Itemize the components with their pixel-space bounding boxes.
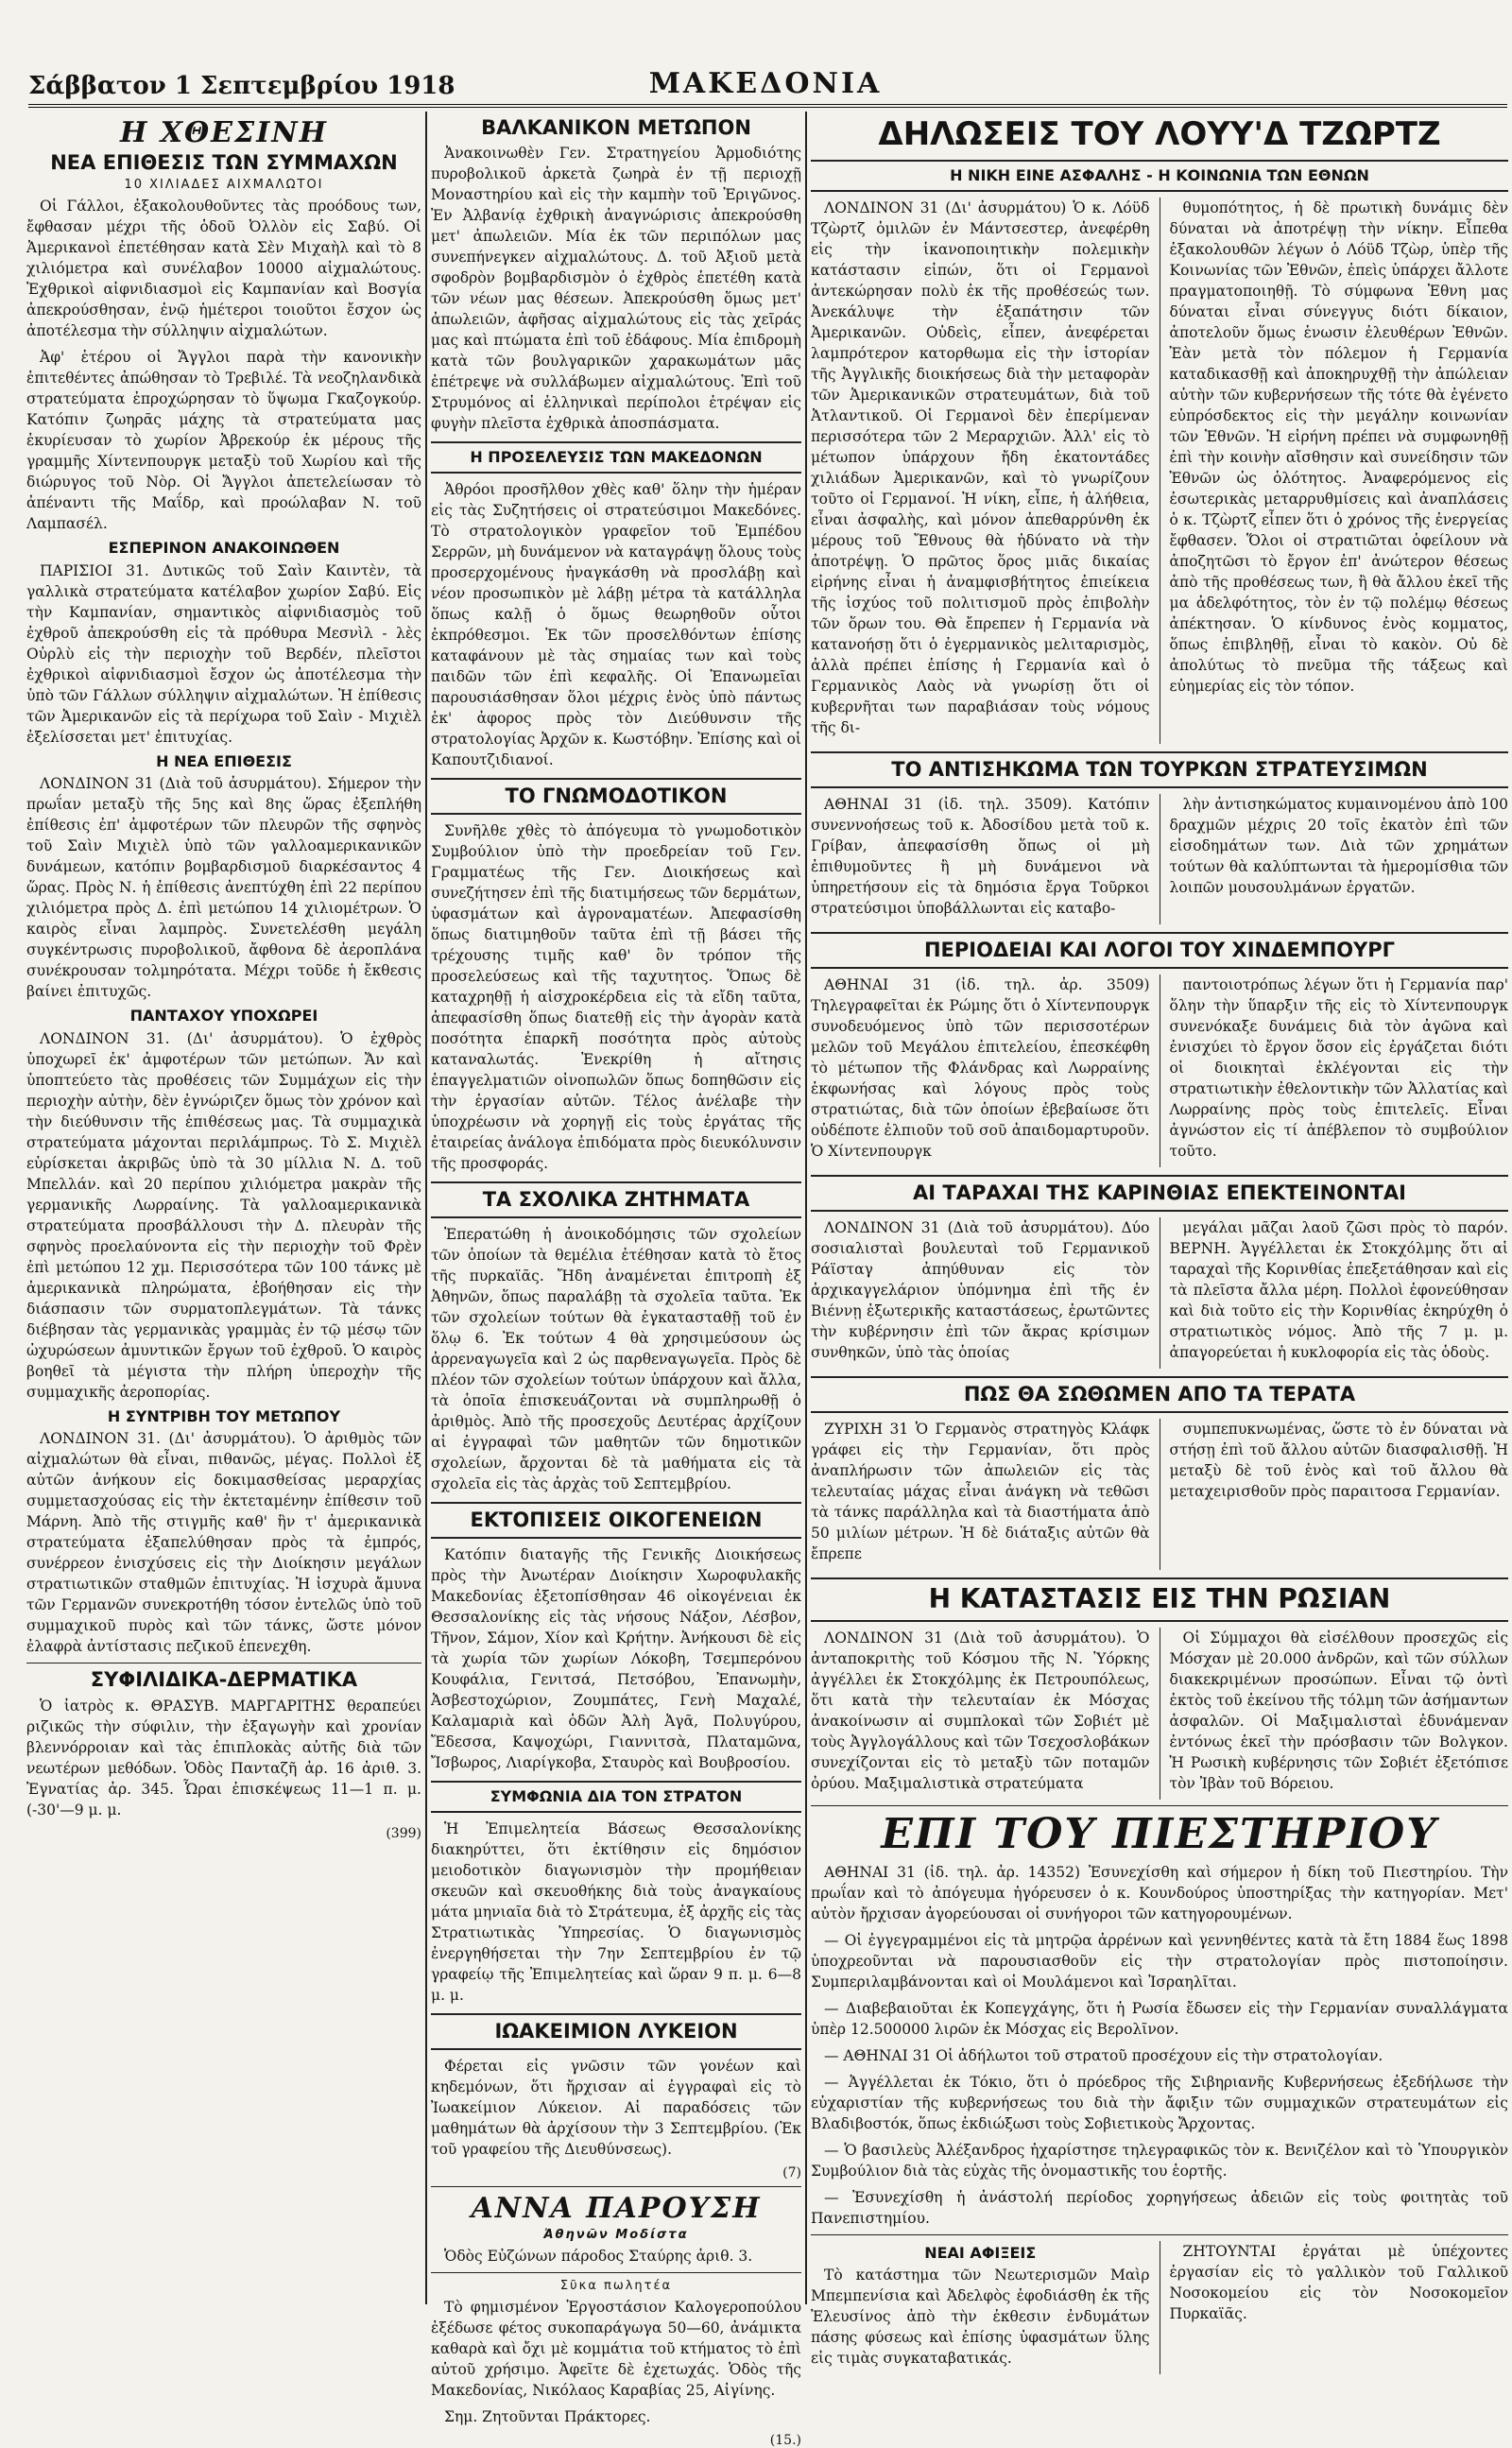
section-heading: ΠΑΝΤΑΧΟΥ ΥΠΟΧΩΡΕΙ <box>129 1007 318 1026</box>
section-heading: ΒΑΛΚΑΝΙΚΟΝ ΜΕΤΩΠΟΝ <box>481 116 751 139</box>
advert-text: Ὁδὸς Εὐζώνων πάροδος Σταύρης ἀριθ. 3. <box>444 2247 753 2265</box>
article-paragraph: Ἀφ' ἑτέρου οἱ Ἄγγλοι παρὰ τὴν κανονικὴν ἐπιτεθέντες ἀπώθησαν τὸ Τρεβιλέ. Τὰ νεοζηλανδικὰ στρατεύματα ἐπροχώρησαν τὸ ὕψωμα Γκαζογκούρ. Κατόπιν ζωηρᾶς μάχης τὰ στρατεύματα μας ἐκυρίευσαν τὸ χωρίον Ἀβρεκούρ ἐκ μέρους τῆς γραμμῆς Χίντενπουργκ μεταξὺ τοῦ Χωρίου καὶ τῆς διώρυγος τοῦ Νὸρ. Οἱ Ἄγγλοι ἀπετελείωσαν τὸ ἀπέναντι τῆς Μαΐδρ, καὶ προώλαβαν Ν. τοῦ Λαμπασέλ. <box>26 349 421 533</box>
masthead-rule <box>28 104 1507 108</box>
article-paragraph: θυμοπότητος, ἡ δὲ πρωτικὴ δυνάμις δὲν δύναται νὰ ἀποτρέψῃ τὴν νίκην. Εἶπεθα ἐξακολουθῶν λέγων ὁ Λόϋδ Τζὼρ, ὑπὲρ τῆς Κοινωνίας τῶν Ἐθνῶν, ἐπεὶς ὑπάρχει ἄλλοτε πραγματοποιηθῇ. Τὸ σύμφωνα Ἐθνη μας δύναται εἶναι σύνεγγυς διότι δίκαιον, ἀποτελοῦν ὅμως ἑνωσιν ἐλευθέρων Ἐθνῶν. Ἐὰν μετὰ τὸν πόλεμον ἡ Γερμανία καταδικασθῇ καὶ ἀποκηρυχθῇ τὴν ἀπώλειαν αὐτὴν τῶν κυβερνήσεων τῆς τότε θὰ ἐγένετο εὐπρόσδεκτος εἰς τὴν μεγάλην κοινωνίαν τῶν Ἐθνῶν. Ἡ εἰρήνη πρέπει νὰ συμφωνηθῇ ἐπὶ τὴν κοινὴν αἴσθησιν καὶ συνείδησιν τῶν Ἐθνῶν ὡς ὁλότητος. Ἀναφερόμενος εἰς ἐσωτερικὰς μεταρρυθμίσεις καὶ ἀναπλάσεις ὁ κ. Τζὼρτζ εἶπεν ὅτι ὁ χρόνος τῆς ἐνεργείας ἔφθασεν. Ὅλοι οἱ στρατιῶται ὁφείλουν νὰ ἀποζητῶσι τὸ ἔργον ἐπ' ἀνώτερον θέσεως ἀπὸ τῆς προθέσεως των, ἢ θὰ ἄλλου ἐκεῖ τῆς μα ἀδελφότητος, τὸν ἐν τῷ πολέμῳ θέσεως ἀπέκτησαν. Ὁ κίνδυνος ἐνὸς κομματος, ὅπως ἐπιβληθῇ, εἶναι τὸ κακὸν. Οὐ δὲ ἀπολύτως τὸ πνεῦμα τῆς τάξεως καὶ εὐημερίας εἰς τὸν τόπον. <box>1169 198 1508 695</box>
issue-date: Σάββατον 1 Σεπτεμβρίου 1918 <box>28 72 455 100</box>
section-heading: ΑΙ ΤΑΡΑΧΑΙ ΤΗΣ ΚΑΡΙΝΘΙΑΣ ΕΠΕΚΤΕΙΝΟΝΤΑΙ <box>912 1181 1407 1205</box>
two-column-block <box>811 1628 1508 1800</box>
section-heading: Η ΚΑΤΑΣΤΑΣΙΣ ΕΙΣ ΤΗΝ ΡΩΣΙΑΝ <box>928 1583 1391 1615</box>
advert-text: Σημ. Ζητοῦνται Πράκτορες. <box>444 2407 651 2425</box>
advert-text: ΖΗΤΟΥΝΤΑΙ ἐργάται μὲ ὑπέχοντες ἐργασίαν εἰς τὸ γαλλικὸν τοῦ Γαλλικοῦ Νοσοκομείου εἰς τὸν Νοσοκομεῖον Πυρκαϊᾶς. <box>1169 2242 1508 2322</box>
advert-heading: ΑΝΝΑ ΠΑΡΟΥΣΗ <box>471 2191 762 2225</box>
article-paragraph: ΛΟΝΔΙΝΟΝ 31 (Διὰ τοῦ ἀσυρμάτου). Δύο σοσιαλισταὶ βουλευταὶ τοῦ Γερμανικοῦ Ράϊσταγ ἀπηύθυναν εἰς τὸν ἀρχικαγγελάριον ὑπόμνημα ἐπὶ τῆς ἐν Βιέννῃ ἐξωτερικῆς καταστάσεως, ἐρωτῶντες τὴν κυβέρνησιν ἐπὶ τῶν ἄκρας κρίσιμων συνθηκῶν, ὑπὸ τὰς ὁποίας <box>811 1219 1150 1362</box>
divider <box>431 2272 801 2273</box>
article-paragraph: ΑΘΗΝΑΙ 31 (ἰδ. τηλ. ἀρ. 3509) Τηλεγραφεῖται ἐκ Ρώμης ὅτι ὁ Χίντενπουργκ συνοδευόμενος ὑπὸ τῶν περισσοτέρων μελῶν τοῦ Μεγάλου ἐπιτελείου, ἐπεσκέφθη τὸ μέτωπον τῆς Φλάνδρας καὶ Λωρραίνης ἐκφωνήσας καὶ λόγους πρὸς τοὺς στρατιώτας, διὰ τῶν ὁποίων ἐβεβαίωσε ὅτι οὐδέποτε ἐλπιοῦν τοῦ σοῦ ἀπαιδομαρτυροῦν. Ὁ Χίντενπουργκ <box>811 976 1150 1161</box>
section-heading: ΙΩΑΚΕΙΜΙΟΝ ΛΥΚΕΙΟΝ <box>494 2019 738 2043</box>
article-paragraph: ΛΟΝΔΙΝΟΝ 31. (Δι' ἀσυρμάτου). Ὁ ἀριθμὸς τῶν αἰχμαλώτων θὰ εἶναι, πιθανῶς, μέγας. Πολλοὶ ἐξ αὐτῶν ἀνήκουν εἰς δοκιμασθείσας μεραρχίας συμμετασχούσας εἰς τὴν ἐκτεταμένην ἐπίθεσιν τοῦ Μάρνη. Ἀπὸ τῆς στιγμῆς καθ' ἣν τ' ἀμερικανικὰ στρατεύματα ἐξαπελύθησαν πρὸς τὰ ἐμπρός, συνέρρεον ἐνισχύσεις εἰς τὴν Διοίκησιν μεγάλων στρατιωτικῶν σταθμῶν ἐπιτυχίας. Ἡ ἰσχυρὰ ἄμυνα τῶν Γερμανῶν συνεκροτήθη τόσον ἐντελῶς ὑπὸ τοῦ συμμαχικοῦ πυρὸς καὶ τῶν τάνκς, ὥστε μόνον ἐλαφρὰ ἀντίστασις πεζικοῦ ἐπενεχθη. <box>26 1430 421 1656</box>
section-heading: ΕΣΠΕΡΙΝΟΝ ΑΝΑΚΟΙΝΩΘΕΝ <box>108 539 340 558</box>
two-column-block <box>811 1217 1508 1369</box>
section-heading: ΤΟ ΑΝΤΙΣΗΚΩΜΑ ΤΩΝ ΤΟΥΡΚΩΝ ΣΤΡΑΤΕΥΣΙΜΩΝ <box>891 757 1428 781</box>
article-headline: Η ΧΘΕΣΙΝΗ <box>119 116 329 149</box>
newspaper-title: ΜΑΚΕΔΟΝΙΑ <box>648 67 883 100</box>
article-paragraph: ΛΟΝΔΙΝΟΝ 31. (Δι' ἀσυρμάτου). Ὁ ἐχθρὸς ὑποχωρεῖ ἐκ' ἀμφοτέρων τῶν μετώπων. Ἄν καὶ ὑποπτεύετο τὰς προθέσεις τῶν Συμμάχων εἰς τὴν περιοχὴν αὐτὴν, δὲν ἐγνώριζεν ὅμως τὸν χρόνον καὶ τὴν διεύθυνσιν τῆς ἐπιθέσεως μας. Τὰ συμμαχικὰ στρατεύματα μάχονται περιλάμπρως. Τὸ Σ. Μιχιὲλ εὑρίσκεται ἀκριβῶς ὑπὸ τὰ 30 μίλλια Ν. Δ. τοῦ Μπελλάν. καὶ 20 περίπου χιλιόμετρα μακρὰν τῆς γερμανικῆς Λωρραίνης. Τὰ γαλλοαμερικανικὰ στρατεύματα προσβάλλουσι τὴν Δ. πλευρὰν τῆς σφηνὸς προελαύνοντα εἰς τὴν περιοχὴν τοῦ Φρὲν ἐπὶ μετώπου 12 χμ. Περισσότερα τῶν 100 τάνκς μὲ ἀμερικανικὰ πληρώματα, ἐβοήθησαν εἰς τὴν διάσπασιν τῶν συρματοπλεγμάτων. Τὰ τάνκς διέβησαν τὰς γερμανικὰς γραμμὰς ἐν τῷ μέσῳ τῶν ὠχυρώσεων ἀμυντικῶν ἔργων τοῦ ἐχθροῦ. Ὁ καιρὸς βοηθεῖ τὰ μέγιστα τὴν πλήρη ὑπεροχὴν τῆς συμμαχικῆς ἀεροπορίας. <box>26 1029 421 1401</box>
article-paragraph: Συνῆλθε χθὲς τὸ ἀπόγευμα τὸ γνωμοδοτικὸν Συμβούλιον ὑπὸ τὴν προεδρείαν τοῦ Γεν. Γραμματέως τῆς Γεν. Διοικήσεως καὶ συνεζήτησεν ἐπὶ τῆς διατιμήσεως τῶν δερμάτων, ὑφασμάτων καὶ ἀγροναματέων. Ἀπεφασίσθη ὅπως διατιμηθοῦν ταῦτα ἐπὶ τῇ βάσει τῆς τρέχουσης τιμῆς καθ' ὃν τρόπον τῆς προσελεύσεως καὶ τῆς ταχυτητος. Ὅπως δὲ καταχρηθῇ ἡ αἰσχροκέρδεια εἰς τὰ εἴδη ταῦτα, ἀπεφασίσθη ὅπως διατεθῇ εἰς τὴν ἀγορὰν κατὰ ποσότητα ἐπαρκῆ ποσότητα πρὸς αὐτοὺς καταναλωτάς. Ἐνεκρίθη ἡ αἴτησις ἐπαγγελματιῶν οἰνοπωλῶν ὅπως δοπηθῶσιν εἰς τὴν ἐργασίαν αὐτῶν. Τέλος ἀνέλαβε τὴν ὑποχρέωσιν νὰ χορηγῇ εἰς τοὺς ἐργάτας τῆς ἐταιρείας ἀνάλογα ἐπιδόματα πρὸς διευκόλυνσιν τῆς προσφοράς. <box>431 821 801 1172</box>
article-paragraph: Ἐπερατώθη ἡ ἀνοικοδόμησις τῶν σχολείων τῶν ὁποίων τὰ θεμέλια ἐτέθησαν κατὰ τὸ ἔτος τῆς πυρκαϊᾶς. Ἤδη ἀναμένεται ἐπιτροπὴ ἐξ Ἀθηνῶν, ὅπως παραλάβῃ τὰ σχολεῖα ταῦτα. Ἐκ τῶν σχολείων τούτων θὰ ἐγκατασταθῇ τοῦ ἐν ὅλῳ 6. Ἐκ τούτων 4 θὰ χρησιμεύσουν ὡς ἀρρεναγωγεῖα καὶ 2 ὡς παρθεναγωγεῖα. Πρὸς δὲ πλέον τῶν σχολείων τούτων ὑπάρχουν καὶ ἄλλα, τὰ ὁποῖα ἐπισκευάζονται νὰ συμπληρωθῇ ὁ ἀριθμὸς. Ἀπὸ τῆς προσεχοῦς Δευτέρας ἀρχίζουν αἱ ἐγγραφαὶ τῶν μαθητῶν τῶν δημοτικῶν σχολείων, ἄρχονται δὲ τὰ μαθήματα εἰς τὰ σχολεῖα εἰς τὰς ἀρχὰς τοῦ Σεπτεμβρίου. <box>431 1225 801 1492</box>
article-paragraph: Ἡ Ἐπιμελητεία Βάσεως Θεσσαλονίκης διακηρύττει, ὅτι ἐκτίθησιν εἰς δημόσιον μειοδοτικὸν διαγωνισμὸν τὴν προμήθειαν σκευῶν καὶ σκευοθήκης διὰ τοὺς ἀναγκαίους μάτα μηνιαῖα διὰ τὸ Στράτευμα, ἐξ ἀρχῆς εἰς τὰς Στρατιωτικὰς Ὑπηρεσίας. Ὁ διαγωνισμὸς ἐνεργηθήσεται τὴν 7ην Σεπτεμβρίου ἐν τῷ γραφείῳ τῆς Ἐπιμελητείας καὶ ὥραν 9 π. μ. 6—8 μ. μ. <box>431 1819 801 2004</box>
news-item: — ΑΘΗΝΑΙ 31 Οἱ ἀδήλωτοι τοῦ στρατοῦ προσέχουν εἰς τὴν στρατολογίαν. <box>824 2046 1383 2064</box>
article-headline: ΔΗΛΩΣΕΙΣ ΤΟΥ ΛΟΥΥ'Δ ΤΖΩΡΤΖ <box>878 115 1441 153</box>
article-paragraph: Φέρεται εἰς γνῶσιν τῶν γονέων καὶ κηδεμόνων, ὅτι ἤρχισαν αἱ ἐγγραφαὶ εἰς τὸ Ἰωακείμιον Λύκειον. Αἱ παραδόσεις τῶν μαθημάτων θὰ ἀρχίσουν τὴν 3 Σεπτεμβρίου. (Ἐκ τοῦ γραφείου τῆς Διευθύνσεως). <box>431 2057 801 2158</box>
advert-text: Τὸ φημισμένον Ἐργοστάσιον Καλογεροπούλου ἐξέδωσε φέτος συκοπαράγωγα 50—60, ἀνάμικτα καθαρὰ καὶ ὄχι μὲ κομμάτια τοῦ κτήματος τὸ ἐπὶ αὐτοῦ χρήσιμο. Ἀφεῖτε δὲ ἐχετωχάς. Ὁδὸς τῆς Μακεδονίας, Νικόλαος Καραβίας 25, Αἰγίνης. <box>431 2298 801 2399</box>
article-kicker: 10 ΧΙΛΙΑΔΕΣ ΑΙΧΜΑΛΩΤΟΙ <box>124 178 324 193</box>
article-paragraph: Ἀθρόοι προσῆλθον χθὲς καθ' ὅλην τὴν ἡμέραν εἰς τὰς Συζητήσεις οἱ στρατεύσιμοι Μακεδόνες. Τὸ στρατολογικὸν γραφεῖον τοῦ Ἐμπέδου Σερρῶν, μὴ δυνάμενον νὰ καταγράψῃ ὅλους τοὺς προσερχομένους ἠναγκάσθη νὰ προσλάβῃ καὶ νέον προσωπικὸν μὲ λάβῃ μέτρα τὰ κατάλληλα ὅπως καλῇ ὁ ὅμως θεωρηθοῦν οὗτοι ἐκπρόθεσμοι. Ἐκ τῶν προσελθόντων ἐπίσης καταφάνουν μὲ τὰς σημαίας των καὶ τοὺς παιδῶν τῶν ἐπὶ κεφαλῆς. Οἱ Ἐπανωμεῖαι παρουσιάσθησαν ὅλοι μέχρις ἑνὸς ὑπὸ πάντως ἐκ' ἀφορος πρὸς τὸν Διεύθυνσιν τῆς στρατολογίας Ἀρχῶν κ. Κωστόβην. Ἐπίσης καὶ οἱ Καπουτζιδιανοί. <box>431 480 801 768</box>
article-paragraph: ΠΑΡΙΣΙΟΙ 31. Δυτικῶς τοῦ Σαὶν Καιντὲν, τὰ γαλλικὰ στρατεύματα κατέλαβον χωρίον Σαβύ. Εἰς τὴν Καμπανίαν, σημαντικὸς αἰφνιδιασμὸς τοῦ ἐχθροῦ ἀπεκρούσθη εἰς τὰ πρόθυρα Μεσνὶλ - λὲς Οὐρλὺ εἰς τὴν περιοχὴν τοῦ Βερδέν, πλεῖστοι ἐχθρικοὶ αἰφνιδιασμοὶ ἔσχον ὡς ἀποτέλεσμα τὴν ὑπὸ τῶν Γάλλων σύλληψιν αἰχμαλώτων. Ἡ ἐπίθεσις τῶν Ἀμερικανῶν εἰς τὰ περίχωρα τοῦ Σαὶν - Μιχιὲλ ἐξελίσσεται μετ' ἐπιτυχίας. <box>26 561 421 746</box>
advert-code: (399) <box>386 1825 421 1841</box>
article-paragraph: μεγάλαι μᾶζαι λαοῦ ζῶσι πρὸς τὸ παρόν. ΒΕΡΝΗ. Ἀγγέλλεται ἐκ Στοκχόλμης ὅτι αἱ ταραχαὶ τῆς Κορινθίας ἐπεξετάθησαν καὶ εἰς τὰ πλεῖστα ἄλλα μέρη. Πολλοὶ ἐφονεύθησαν καὶ διὰ τοῦτο εἰς τὴν Κορινθίας ἐκηρύχθη ὁ στρατιωτικὸς νόμος. Ἀπὸ τῆς 7 μ. μ. ἀπαγορεύεται ἡ κυκλοφορία εἰς τὰς ὁδοὺς. <box>1169 1219 1508 1362</box>
article-paragraph: συμπεπυκνωμένας, ὥστε τὸ ἐν δύναται νὰ στήσῃ ἐπὶ τοῦ ἄλλου αὐτῶν διασφαλισθῇ. Ἡ μεταξὺ δὲ τοῦ ἑνὸς καὶ τοῦ ἄλλου θὰ μεταχειρισθοῦν πρὸς παραιτοσα Γερμανίαν. <box>1169 1421 1508 1501</box>
article-paragraph: ΛΟΝΔΙΝΟΝ 31 (Δι' ἀσυρμάτου) Ὁ κ. Λόϋδ Τζὼρτζ ὁμιλῶν ἐν Μάντσεστερ, ἀνεφέρθη εἰς τὴν ἱκανοποιητικὴν πολεμικὴν κατάστασιν εἰπών, ὅτι οἱ Γερμανοὶ ἀντεκώρησαν πολὺ ἐκ τῆς προθέσεώς των. Ἀνεκάλυψε τὴν ἐξαπάτησιν τῶν Ἀμερικανῶν. Οὐδεὶς, εἶπεν, ἀνεφέρεται λαμπρότερον κατορθωμα εἰς τὴν ἱστορίαν τῆς Ἀγγλικῆς διοικήσεως διὰ τὴν μεταφορὰν τῶν Ἀμερικανικῶν στρατευμάτων, διὰ τοῦ Ἀτλαντικοῦ. Οἱ Γερμανοὶ δὲν ἐπερίμεναν περισσότερα τῶν 2 Μεραρχιῶν. Ἀλλ' εἰς τὸ μέτωπον ὑπάρχουν ἤδη ἑκατοντάδες χιλιάδων Ἀμερικανῶν, καὶ τὸ γνωρίζουν τοῦτο οἱ Γερμανοί. Ἡ νίκη, εἶπε, ἡ ἀλήθεια, εἶναι ἀσφαλὴς, καὶ μόνον ἀπεθαρρύνθη ἐκ μέρους τοῦ Ἔθνους θὰ ἠδύνατο νὰ τὴν ἀποτρέψῃ. Ὁ πρῶτος ὅρος μιᾶς δικαίας εἰρήνης εἶναι ἡ ἀναμφισβήτητος ἐπιείκεια τῆς ἰσχύος τοῦ πολιτισμοῦ πρὸς ἐπιβολὴν τῶν ὅρων του. Θὰ ἔπρεπεν ἡ Γερμανία νὰ κατανοήσῃ ὅτι ὁ ἐγερμανικὸς μελιταρισμὸς, ἀλλὰ πρέπει ἐπίσης ἡ Γερμανία καὶ ὁ Γερμανικὸς Λαὸς νὰ γνωρίσῃ ὅτι οἱ κυβερνῆται των παραβιάσαν τοὺς νόμους τῆς δι- <box>811 198 1150 736</box>
section-heading: ΤΟ ΓΝΩΜΟΔΟΤΙΚΟΝ <box>505 784 728 807</box>
section-heading: ΠΩΣ ΘΑ ΣΩΘΩΜΕΝ ΑΠΟ ΤΑ ΤΕΡΑΤΑ <box>963 1383 1356 1406</box>
advert-text: Ὁ ἰατρὸς κ. ΘΡΑΣΥΒ. ΜΑΡΓΑΡΙΤΗΣ θεραπεύει ριζικῶς τὴν σύφιλιν, τὴν ἐξαγωγὴν καὶ χρονίαν βλεννόρροιαν καὶ τὰς ἐπιπλοκὰς αὐτῆς διὰ τῶν νεωτέρων μεθόδων. Ὁδὸς Πανταζῆ ἀρ. 16 ἀριθ. 3. Ἐγνατίας ἀρ. 345. Ὧραι ἐπισκέψεως 11—1 π. μ. (-30'—9 μ. μ. <box>26 1697 421 1819</box>
advert-text: Τὸ κατάστημα τῶν Νεωτερισμῶν Μαὶρ Μπεμπενίσια καὶ Ἀδελφὸς ἐφοδιάσθη ἐκ τῆς Ἐλευσίνος ἀπὸ τὴν ἐκθεσιν ἐνδυμάτων πάσης φύσεως καὶ ἐπίσης ὑφασμάτων ὕλης εἰς τιμὰς συγκαταβατικάς. <box>811 2267 1150 2368</box>
column-3 <box>811 113 1508 2368</box>
column-2 <box>431 113 801 2448</box>
divider <box>811 2234 1508 2235</box>
news-item: — Ἐσυνεχίσθη ἡ ἀνάστολή περίοδος χορηγήσεως ἀδειῶν εἰς τοὺς φοιτητὰς τοῦ Πανεπιστημίου. <box>811 2188 1508 2227</box>
advert-heading: ΣΥΦΙΛΙΔΙΚΑ-ΔΕΡΜΑΤΙΚΑ <box>90 1668 358 1692</box>
divider <box>811 1805 1508 1806</box>
article-paragraph: ΑΘΗΝΑΙ 31 (ἰδ. τηλ. 3509). Κατόπιν συνεννοήσεως τοῦ κ. Ἀδοσίδου μετὰ τοῦ κ. Γρίβαν, ἀπεφασίσθη ὅπως οἱ μὴ ἐπιθυμοῦντες ἢ μὴ δυνάμενοι νὰ ὑπηρετήσουν εἰς τὰ δημόσια ἔργα Τοῦρκοι στρατεύσιμοι ὑποβάλλωνται εἰς καταβο- <box>811 796 1150 918</box>
section-heading: ΣΥΜΦΩΝΙΑ ΔΙΑ ΤΟΝ ΣΤΡΑΤΟΝ <box>490 1786 743 1805</box>
section-heading: ΕΚΤΟΠΙΣΕΙΣ ΟΙΚΟΓΕΝΕΙΩΝ <box>470 1508 763 1531</box>
section-heading: ΤΑ ΣΧΟΛΙΚΑ ΖΗΤΗΜΑΤΑ <box>482 1187 750 1211</box>
article-headline: ΕΠΙ ΤΟΥ ΠΙΕΣΤΗΡΙΟΥ <box>881 1810 1438 1859</box>
news-item: — Διαβεβαιοῦται ἐκ Κοπεγχάγης, ὅτι ἡ Ρωσία ἔδωσεν εἰς τὴν Γερμανίαν συναλλάγματα ὑπὲρ 12.500000 λιρῶν ἐκ Μόσχας εἰς Βερολῖνον. <box>811 1999 1508 2038</box>
two-column-block <box>811 198 1508 744</box>
article-subheadline: ΝΕΑ ΕΠΙΘΕΣΙΣ ΤΩΝ ΣΥΜΜΑΧΩΝ <box>50 151 398 174</box>
article-paragraph: ΛΟΝΔΙΝΟΝ 31 (Διὰ τοῦ ἀσυρμάτου). Ὁ ἀνταποκριτὴς τοῦ Κόσμου τῆς Ν. Ὑόρκης ἀγγέλλει ἐκ Στοκχόλμης ἐκ Πετρουπόλεως, ὅτι κατὰ τὴν τελευταίαν ἐκ Μόσχας ἀνακοίνωσιν αἱ συμπλοκαὶ τῶν Σοβιέτ μὲ τοὺς Ἀγγλογάλλους καὶ τῶν Τσεχοσλοβάκων συνεχίζονται εἰς τὸ μεταξὺ τῶν ποταμῶν ὀρύου. Μαξιμαλιστικὰ στρατεύματα <box>811 1629 1150 1793</box>
section-heading: Η ΝΕΑ ΕΠΙΘΕΣΙΣ <box>156 751 292 770</box>
divider <box>26 1663 421 1664</box>
column-divider <box>425 112 427 2304</box>
section-heading: Η ΣΥΝΤΡΙΒΗ ΤΟΥ ΜΕΤΩΠΟΥ <box>107 1406 341 1425</box>
masthead <box>28 57 1503 100</box>
notice-code: (7) <box>782 2164 801 2181</box>
section-heading: ΠΕΡΙΟΔΕΙΑΙ ΚΑΙ ΛΟΓΟΙ ΤΟΥ ΧΙΝΔΕΜΠΟΥΡΓ <box>923 939 1396 962</box>
advert-heading: ΝΕΑΙ ΑΦΙΞΕΙΣ <box>924 2243 1037 2262</box>
divider <box>431 2186 801 2187</box>
article-subheadline: Η ΝΙΚΗ ΕΙΝΕ ΑΣΦΑΛΗΣ - Η ΚΟΙΝΩΝΙΑ ΤΩΝ ΕΘΝΩΝ <box>950 166 1369 185</box>
news-item: — Οἱ ἐγγεγραμμένοι εἰς τὰ μητρῷα ἀρρένων καὶ γεννηθέντες κατὰ τὰ ἔτη 1884 ἕως 1898 ὑποχρεοῦνται νὰ παρουσιασθοῦν εἰς τὴν στρατολογίαν πρὸς πιστοποίησιν. Συμπεριλαμβάνονται καὶ οἱ Μουλάμενοι καὶ Ἰσραηλῖται. <box>811 1931 1508 1991</box>
advert-code: (15.) <box>769 2432 801 2448</box>
two-column-block <box>811 2241 1508 2375</box>
article-paragraph: ΖΥΡΙΧΗ 31 Ὁ Γερμανὸς στρατηγὸς Κλάφκ γράφει εἰς τὴν Γερμανίαν, ὅτι πρὸς ἀναπλήρωσιν τῶν ἀπωλειῶν εἰς τὰς τελευταίας μάχας εἶναι ἀνάγκη νὰ τεθῶσι τὰ τάνκς παράλληλα καὶ τὰ διαστήματα ἀπὸ 50 μιλίων μέτρων. Ἡ δὲ διάταξις αὐτῶν θὰ ἔπρεπε <box>811 1421 1150 1563</box>
two-column-block <box>811 1419 1508 1570</box>
news-item: — Ἀγγέλλεται ἐκ Τόκιο, ὅτι ὁ πρόεδρος τῆς Σιβηριανῆς Κυβερνήσεως ἐξεδήλωσε τὴν εὐχαριστίαν τῆς κυβερνήσεως του διὰ τὴν ἄφιξιν τῶν συμμαχικῶν στρατευμάτων εἰς Βλαδιβοστόκ, ὅπως ἐκδιώξωσι τοὺς Σοβιετικοὺς Ἄρχοντας. <box>811 2073 1508 2132</box>
article-paragraph: Οἱ Σύμμαχοι θὰ εἰσέλθουν προσεχῶς εἰς Μόσχαν μὲ 20.000 ἀνδρῶν, καὶ τῶν σύλλων διακεκριμένων προσώπων. Εἶναι τῷ ὀντὶ ἐκτὸς τοῦ ἐκείνου τῆς τόλμη τῶν ἀσήμαντων ἀσφαλῶν. Οἱ Μαξιμαλισταὶ ἐδυνάμεναν ἐντόνως ἐκεῖ τὴν πρόσβασιν τῶν Βολγκον. Ἡ Ρωσικὴ κυβέρνησις τῶν Σοβιέτ ἐξετόπισε τὸν Ἰβὰν τοῦ Βόρειου. <box>1169 1629 1508 1793</box>
article-paragraph: ΛΟΝΔΙΝΟΝ 31 (Διὰ τοῦ ἀσυρμάτου). Σήμερον τὴν πρωΐαν μεταξὺ τῆς 5ης καὶ 8ης ὥρας ἐξεπλήθη ἐπίθεσις ἐπ' ἀμφοτέρων τῶν πλευρῶν τῆς σφηνὸς τοῦ Σαὶν Μιχιὲλ ὑπὸ τῶν γαλλοαμερικανικῶν δυνάμεων, κατόπιν βομβαρδισμοῦ διαρκέσαντος 4 ὥρας. Πρὸς Ν. ἡ ἐπίθεσις ἀνεπτύχθη ἐπὶ 22 περίπου χιλιόμετρα πρὸς Δ. ἐπὶ μετώπου 14 χιλιομέτρων. Ὁ καιρὸς εἶναι λαμπρὸς. Συνετελέσθη μεγάλη συγκέντρωσις πυροβολικοῦ, ἄφθονα δὲ ἀεροπλάνα συνέκρουσαν τολμηρότατα. Μέχρι τοῦδε ἡ ἔκθεσις βαίνει ἐπιτυχῶς. <box>26 775 421 1001</box>
advert-subheading: Σῦκα πωλητέα <box>559 2278 673 2293</box>
two-column-block <box>811 974 1508 1167</box>
two-column-block <box>811 794 1508 924</box>
news-item: — Ὁ βασιλεὺς Ἀλέξανδρος ἠχαρίστησε τηλεγραφικῶς τὸν κ. Βενιζέλον καὶ τὸ Ὑπουργικὸν Συμβούλιον διὰ τὰς εὐχὰς τῆς ὀνομαστικῆς του ἑορτῆς. <box>811 2141 1508 2180</box>
article-paragraph: Κατόπιν διαταγῆς τῆς Γενικῆς Διοικήσεως πρὸς τὴν Ἀνωτέραν Διοίκησιν Χωροφυλακῆς Μακεδονίας ἐξετοπίσθησαν 46 οἰκογένειαι ἐκ Θεσσαλονίκης εἰς τὰς νήσους Νάξον, Λέσβον, Τῆνον, Σάμον, Χίον καὶ Κρήτην. Ἀνήκουσι δὲ εἰς τὰ χωρία τῶν χωρίων Λόκοβη, Τσεμπερόνου Κουφάλια, Γενιτσά, Πετσόβου, Ἐπανωμὴν, Ἀσβεστοχώριον, Ζουμπάτες, Γενὴ Μαχαλέ, Καλαμαριὰ καὶ ὁδῶν Ἀλὴ Ἀγᾶ, Πολυγύρου, Ἔδεσσα, Καψοχώρι, Γιαννιτσὰ, Πλαταμῶνα, Ἴσβωρος, Λιαρίγκοβα, Σταυρὸς καὶ Βουβροσίου. <box>431 1545 801 1771</box>
article-paragraph: παντοιοτρόπως λέγων ὅτι ἡ Γερμανία παρ' ὅλην τὴν ὕπαρξιν τῆς εἰς τὸ Χίντενπουργκ συνενόκαξε δυνάμεις διὰ τὸν ἀγῶνα καὶ ἐνισχύει τὸ ἔργον ὅσον εἰς ἐργάζεται διότι οἱ διοικηταὶ ἐκλέγονται εἰς τὴν στρατιωτικὴν ἐθελοντικὴν τῶν Ἀλλατίας καὶ Λωρραίνης πρὸς τοὺς ἐπιτελεῖς. Εἶναι ἀγνώστον εἰς τί ἀπέβλεπον τὸ συμβούλιον τοῦτο. <box>1169 976 1508 1161</box>
section-heading: Η ΠΡΟΣΕΛΕΥΣΙΣ ΤΩΝ ΜΑΚΕΔΟΝΩΝ <box>470 448 763 467</box>
column-1 <box>26 113 421 2306</box>
column-divider <box>805 112 807 2304</box>
article-paragraph: λὴν ἀντισηκώματος κυμαινομένου ἀπὸ 100 δραχμῶν μέχρις 20 τοῖς ἑκατὸν ἐπὶ τῶν εἰσοδημάτων των. Διὰ τῶν χρημάτων τούτων θὰ καλύπτωνται τὰ ἡμερομίσθια τῶν λοιπῶν μουσουλμάνων ἐργατῶν. <box>1169 796 1508 897</box>
article-paragraph: ΑΘΗΝΑΙ 31 (ἰδ. τηλ. ἀρ. 14352) Ἐσυνεχίσθη καὶ σήμερον ἡ δίκη τοῦ Πιεστηρίου. Τὴν πρωΐαν καὶ τὸ ἀπόγευμα ἡγόρευσεν ὁ κ. Κουνδούρος ὑποστηρίξας τὴν κατηγορίαν. Μετ' αὐτὸν ἤρχισαν ἀγορεύουσαι οἱ συνήγοροι τῶν κατηγορουμένων. <box>811 1863 1508 1922</box>
advert-subheading: Ἀθηνῶν Μοδίστα <box>543 2227 689 2242</box>
article-paragraph: Ἀνακοινωθὲν Γεν. Στρατηγείου Ἀρμοδιότης πυροβολικοῦ ἀρκετὰ ζωηρὰ ἐν τῇ περιοχῇ Μοναστηρίου καὶ εἰς τὴν καμπὴν τοῦ Ἐριγῶνος. Ἐν Ἀλβανίᾳ ἐχθρικὴ ἀναγνώρισις ἀπεκρούσθη μετ' ἀπωλειῶν. Μία ἐκ τῶν περιπόλων μας συνεπήνεγκεν αἰχμαλώτους. Δ. τοῦ Ἀξιοῦ μετὰ σφοδρὸν βομβαρδισμὸν ὁ ἐχθρὸς ἐπετέθη κατὰ τῶν νέων μας θέσεων. Ἀπεκρούσθη ὅμως μετ' ἀπωλειῶν, ἀφῆσας αἰχμαλώτους εἰς τὰς χεῖράς μας καὶ πτώματα ἐπὶ τοῦ ἐδάφους. Μία ἐπιδρομὴ κατὰ τῶν βουλγαρικῶν χαρακωμάτων μᾶς ἐπέτρεψε νὰ συλλάβωμεν αἰχμαλώτους. Ἐπὶ τοῦ Στρυμόνος αἱ ἑλληνικαὶ περίπολοι ἐτρέψαν εἰς φυγὴν πλεῖστα ἐχθρικὰ ἀποσπάσματα. <box>431 145 801 433</box>
article-paragraph: Οἱ Γάλλοι, ἐξακολουθοῦντες τὰς προόδους των, ἔφθασαν μέχρι τῆς ὁδοῦ Ὀλλὸν εἰς Σαβύ. Οἱ Ἀμερικανοὶ ἐπετέθησαν κατὰ Σὲν Μιχαὴλ καὶ τὸ 8 χιλιόμετρα καὶ συνέλαβον 10000 αἰχμαλώτους. Ἐχθρικοὶ αἰφνιδιασμοὶ εἰς Καμπανίαν καὶ Βοσγία ἀπεκρούσθησαν, ἐνῷ ἡμέτεροι τοιοῦτοι ἔσχον ὡς ἀποτέλεσμα τὴν σύλληψιν αἰχμαλώτων. <box>26 198 421 340</box>
